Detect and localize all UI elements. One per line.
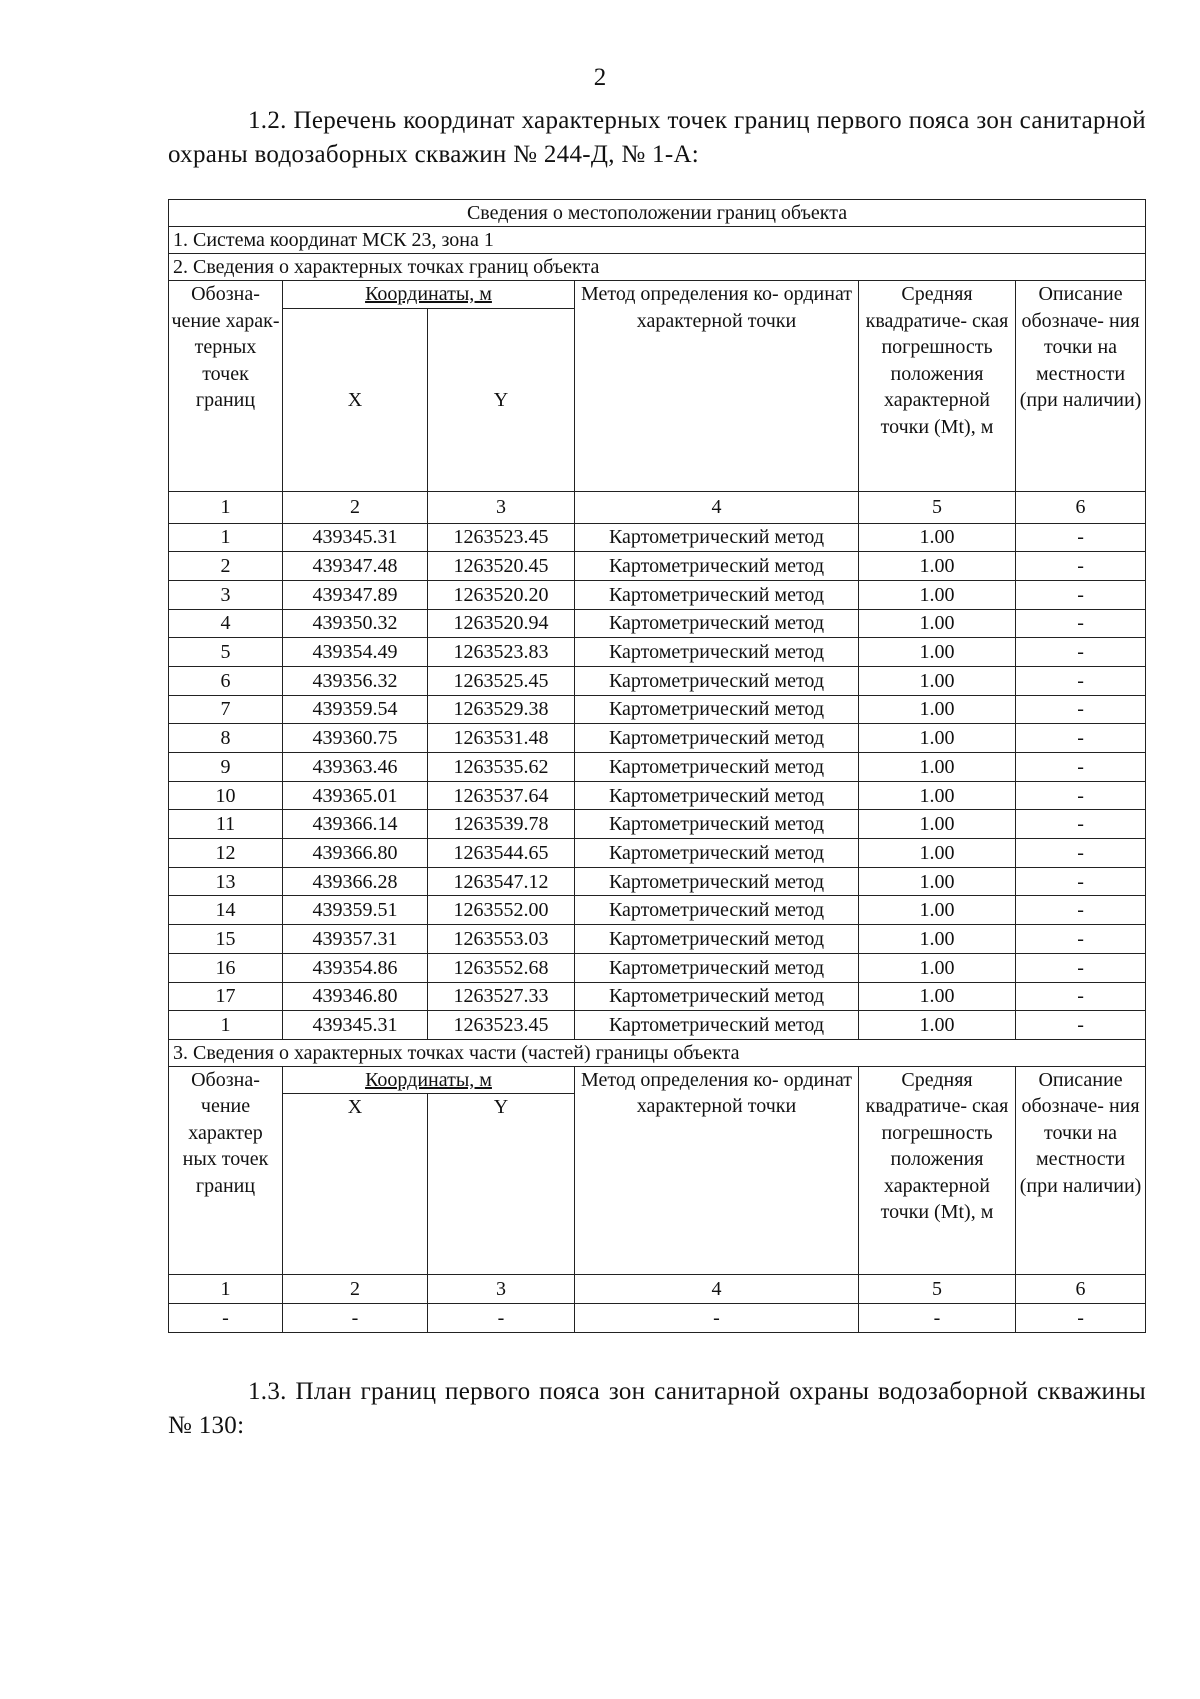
header-x: X bbox=[283, 308, 428, 491]
header-designation-part: Обозна- чение характер ных точек границ bbox=[169, 1066, 283, 1275]
description: - bbox=[1016, 925, 1146, 954]
table-row bbox=[169, 666, 1146, 695]
y-coordinate: 1263547.12 bbox=[428, 867, 575, 896]
column-number-cell-1: 1 bbox=[169, 491, 283, 523]
mean-error: 1.00 bbox=[859, 666, 1016, 695]
column-numbers-row-part bbox=[169, 1275, 1146, 1304]
method: Картометрический метод bbox=[575, 580, 859, 609]
description: - bbox=[1016, 523, 1146, 552]
column-number-part-cell-4: 4 bbox=[575, 1275, 859, 1304]
x-coordinate: 439350.32 bbox=[283, 609, 428, 638]
point-number: 14 bbox=[169, 896, 283, 925]
x-coordinate: 439347.89 bbox=[283, 580, 428, 609]
x-coordinate: 439357.31 bbox=[283, 925, 428, 954]
x-coordinate: 439354.49 bbox=[283, 638, 428, 667]
y-coordinate: 1263553.03 bbox=[428, 925, 575, 954]
point-number: 10 bbox=[169, 781, 283, 810]
point-number: 4 bbox=[169, 609, 283, 638]
method: Картометрический метод bbox=[575, 638, 859, 667]
x-coordinate: 439345.31 bbox=[283, 523, 428, 552]
method: Картометрический метод bbox=[575, 695, 859, 724]
description: - bbox=[1016, 867, 1146, 896]
method: Картометрический метод bbox=[575, 609, 859, 638]
table-row bbox=[169, 523, 1146, 552]
empty-cell-1: - bbox=[169, 1304, 283, 1333]
column-number-cell-4: 4 bbox=[575, 491, 859, 523]
y-coordinate: 1263520.94 bbox=[428, 609, 575, 638]
table-row bbox=[169, 953, 1146, 982]
description: - bbox=[1016, 953, 1146, 982]
point-number: 1 bbox=[169, 1011, 283, 1040]
header-designation: Обозна- чение харак- терных точек границ bbox=[169, 281, 283, 492]
section-3-heading: 3. Сведения о характерных точках части (частей) границы объекта bbox=[169, 1039, 1146, 1066]
description: - bbox=[1016, 580, 1146, 609]
mean-error: 1.00 bbox=[859, 810, 1016, 839]
y-coordinate: 1263529.38 bbox=[428, 695, 575, 724]
column-number-part-cell-5: 5 bbox=[859, 1275, 1016, 1304]
description: - bbox=[1016, 753, 1146, 782]
method: Картометрический метод bbox=[575, 953, 859, 982]
mean-error: 1.00 bbox=[859, 1011, 1016, 1040]
method: Картометрический метод bbox=[575, 781, 859, 810]
x-coordinate: 439347.48 bbox=[283, 552, 428, 581]
column-number-cell-6: 6 bbox=[1016, 491, 1146, 523]
x-coordinate: 439354.86 bbox=[283, 953, 428, 982]
point-number: 1 bbox=[169, 523, 283, 552]
x-coordinate: 439345.31 bbox=[283, 1011, 428, 1040]
table-row bbox=[169, 867, 1146, 896]
header-description: Описание обозначе- ния точки на местности (при наличии) bbox=[1016, 281, 1146, 492]
table-row bbox=[169, 552, 1146, 581]
x-coordinate: 439363.46 bbox=[283, 753, 428, 782]
header-method-part: Метод определения ко- ординат характерной точки bbox=[575, 1066, 859, 1275]
point-number: 7 bbox=[169, 695, 283, 724]
description: - bbox=[1016, 666, 1146, 695]
header-coordinates-part: Координаты, м bbox=[283, 1066, 575, 1094]
y-coordinate: 1263520.45 bbox=[428, 552, 575, 581]
point-number: 13 bbox=[169, 867, 283, 896]
point-number: 12 bbox=[169, 839, 283, 868]
point-number: 16 bbox=[169, 953, 283, 982]
table-row bbox=[169, 982, 1146, 1011]
empty-parts-row bbox=[169, 1304, 1146, 1333]
empty-cell-4: - bbox=[575, 1304, 859, 1333]
table-row bbox=[169, 753, 1146, 782]
point-number: 6 bbox=[169, 666, 283, 695]
description: - bbox=[1016, 724, 1146, 753]
column-number-cell-5: 5 bbox=[859, 491, 1016, 523]
method: Картометрический метод bbox=[575, 724, 859, 753]
mean-error: 1.00 bbox=[859, 781, 1016, 810]
y-coordinate: 1263552.00 bbox=[428, 896, 575, 925]
table-row bbox=[169, 638, 1146, 667]
empty-cell-5: - bbox=[859, 1304, 1016, 1333]
method: Картометрический метод bbox=[575, 867, 859, 896]
column-number-part-cell-1: 1 bbox=[169, 1275, 283, 1304]
mean-error: 1.00 bbox=[859, 724, 1016, 753]
column-number-cell-2: 2 bbox=[283, 491, 428, 523]
mean-error: 1.00 bbox=[859, 609, 1016, 638]
table-row bbox=[169, 724, 1146, 753]
table-row bbox=[169, 609, 1146, 638]
mean-error: 1.00 bbox=[859, 523, 1016, 552]
description: - bbox=[1016, 695, 1146, 724]
x-coordinate: 439356.32 bbox=[283, 666, 428, 695]
header-coordinates: Координаты, м bbox=[283, 281, 575, 309]
description: - bbox=[1016, 896, 1146, 925]
table-row bbox=[169, 810, 1146, 839]
description: - bbox=[1016, 638, 1146, 667]
mean-error: 1.00 bbox=[859, 638, 1016, 667]
method: Картометрический метод bbox=[575, 1011, 859, 1040]
point-number: 8 bbox=[169, 724, 283, 753]
table-row bbox=[169, 695, 1146, 724]
y-coordinate: 1263531.48 bbox=[428, 724, 575, 753]
mean-error: 1.00 bbox=[859, 839, 1016, 868]
table-row bbox=[169, 781, 1146, 810]
point-number: 5 bbox=[169, 638, 283, 667]
y-coordinate: 1263539.78 bbox=[428, 810, 575, 839]
header-x-part: X bbox=[283, 1094, 428, 1275]
y-coordinate: 1263552.68 bbox=[428, 953, 575, 982]
page-number: 2 bbox=[593, 64, 607, 91]
point-number: 11 bbox=[169, 810, 283, 839]
empty-cell-6: - bbox=[1016, 1304, 1146, 1333]
y-coordinate: 1263523.45 bbox=[428, 1011, 575, 1040]
y-coordinate: 1263520.20 bbox=[428, 580, 575, 609]
header-method: Метод определения ко- ординат характерной точки bbox=[575, 281, 859, 492]
description: - bbox=[1016, 810, 1146, 839]
header-description-part: Описание обозначе- ния точки на местности (при наличии) bbox=[1016, 1066, 1146, 1275]
header-y: Y bbox=[428, 308, 575, 491]
mean-error: 1.00 bbox=[859, 925, 1016, 954]
coordinate-system-row: 1. Система координат МСК 23, зона 1 bbox=[169, 227, 1146, 254]
method: Картометрический метод bbox=[575, 925, 859, 954]
mean-error: 1.00 bbox=[859, 982, 1016, 1011]
y-coordinate: 1263537.64 bbox=[428, 781, 575, 810]
method: Картометрический метод bbox=[575, 523, 859, 552]
section-heading-1-3: 1.3. План границ первого пояса зон санитарной охраны водозаборной скважины № 130: bbox=[168, 1378, 1146, 1439]
x-coordinate: 439366.14 bbox=[283, 810, 428, 839]
x-coordinate: 439359.54 bbox=[283, 695, 428, 724]
x-coordinate: 439346.80 bbox=[283, 982, 428, 1011]
header-error-part: Средняя квадратиче- ская погрешность положения характерной точки (Mt), м bbox=[859, 1066, 1016, 1275]
method: Картометрический метод bbox=[575, 839, 859, 868]
method: Картометрический метод bbox=[575, 753, 859, 782]
method: Картометрический метод bbox=[575, 982, 859, 1011]
column-number-part-cell-3: 3 bbox=[428, 1275, 575, 1304]
mean-error: 1.00 bbox=[859, 896, 1016, 925]
y-coordinate: 1263535.62 bbox=[428, 753, 575, 782]
y-coordinate: 1263525.45 bbox=[428, 666, 575, 695]
method: Картометрический метод bbox=[575, 896, 859, 925]
table-row bbox=[169, 925, 1146, 954]
mean-error: 1.00 bbox=[859, 580, 1016, 609]
description: - bbox=[1016, 982, 1146, 1011]
point-number: 9 bbox=[169, 753, 283, 782]
column-number-part-cell-6: 6 bbox=[1016, 1275, 1146, 1304]
mean-error: 1.00 bbox=[859, 552, 1016, 581]
table-title: Сведения о местоположении границ объекта bbox=[169, 200, 1146, 227]
section-2-heading: 2. Сведения о характерных точках границ объекта bbox=[169, 254, 1146, 281]
mean-error: 1.00 bbox=[859, 753, 1016, 782]
column-number-cell-3: 3 bbox=[428, 491, 575, 523]
x-coordinate: 439365.01 bbox=[283, 781, 428, 810]
y-coordinate: 1263544.65 bbox=[428, 839, 575, 868]
table-row bbox=[169, 839, 1146, 868]
point-number: 2 bbox=[169, 552, 283, 581]
y-coordinate: 1263527.33 bbox=[428, 982, 575, 1011]
description: - bbox=[1016, 552, 1146, 581]
point-number: 17 bbox=[169, 982, 283, 1011]
method: Картометрический метод bbox=[575, 666, 859, 695]
boundary-coordinates-table bbox=[168, 199, 1146, 1333]
method: Картометрический метод bbox=[575, 810, 859, 839]
method: Картометрический метод bbox=[575, 552, 859, 581]
empty-cell-2: - bbox=[283, 1304, 428, 1333]
description: - bbox=[1016, 609, 1146, 638]
mean-error: 1.00 bbox=[859, 867, 1016, 896]
header-y-part: Y bbox=[428, 1094, 575, 1275]
x-coordinate: 439360.75 bbox=[283, 724, 428, 753]
mean-error: 1.00 bbox=[859, 695, 1016, 724]
table-row bbox=[169, 1011, 1146, 1040]
section-heading-1-2: 1.2. Перечень координат характерных точек границ первого пояса зон санитарной охраны водозаборных скважин № 244-Д, № 1-А: bbox=[168, 107, 1146, 168]
description: - bbox=[1016, 1011, 1146, 1040]
empty-cell-3: - bbox=[428, 1304, 575, 1333]
column-number-part-cell-2: 2 bbox=[283, 1275, 428, 1304]
x-coordinate: 439366.28 bbox=[283, 867, 428, 896]
x-coordinate: 439359.51 bbox=[283, 896, 428, 925]
description: - bbox=[1016, 781, 1146, 810]
table-row bbox=[169, 896, 1146, 925]
point-number: 3 bbox=[169, 580, 283, 609]
header-error: Средняя квадратиче- ская погрешность положения характерной точки (Mt), м bbox=[859, 281, 1016, 492]
x-coordinate: 439366.80 bbox=[283, 839, 428, 868]
description: - bbox=[1016, 839, 1146, 868]
y-coordinate: 1263523.83 bbox=[428, 638, 575, 667]
y-coordinate: 1263523.45 bbox=[428, 523, 575, 552]
point-number: 15 bbox=[169, 925, 283, 954]
column-numbers-row bbox=[169, 491, 1146, 523]
mean-error: 1.00 bbox=[859, 953, 1016, 982]
table-row bbox=[169, 580, 1146, 609]
